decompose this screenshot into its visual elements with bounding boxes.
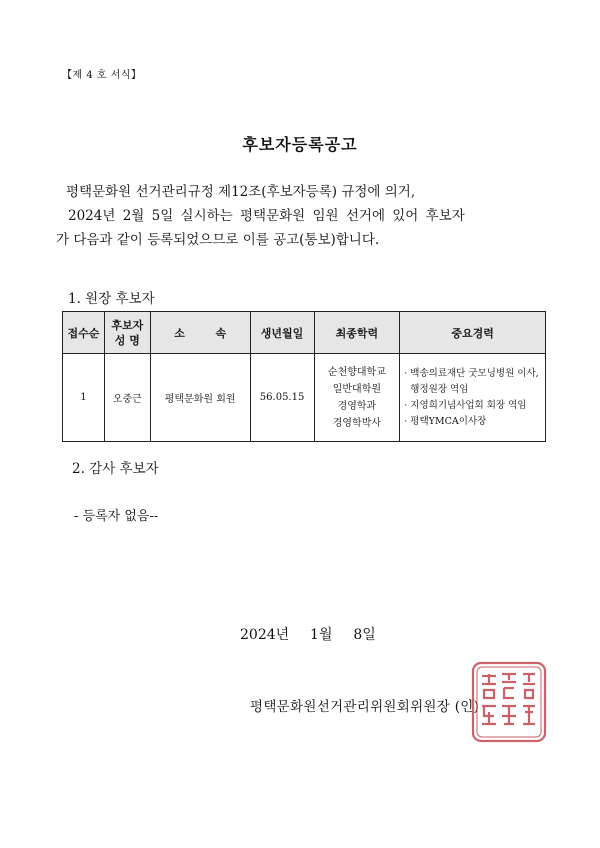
section-president-candidates: 1. 원장 후보자 [68, 291, 155, 307]
cell-affiliation: 평택문화원 회원 [150, 354, 250, 442]
announcement-date: 2024년 1월 8일 [240, 627, 376, 643]
cell-no: 1 [63, 354, 105, 442]
section-auditor-candidates: 2. 감사 후보자 [72, 461, 159, 477]
career-line: · 지영희기념사업회 회장 역임 [404, 399, 527, 411]
intro-line-3: 가 다음과 같이 등록되었으므로 이를 공고(통보)합니다. [56, 232, 380, 248]
education-line: 일반대학원 [332, 383, 382, 395]
header-name-line2: 성 명 [114, 333, 140, 347]
candidate-table [62, 311, 546, 442]
header-career: 중요경력 [400, 312, 546, 354]
career-line: · 백송의료재단 굿모닝병원 이사, [404, 367, 539, 379]
career-line: · 평택YMCA이사장 [404, 415, 487, 427]
intro-line-2: 2024년 2월 5일 실시하는 평택문화원 임원 선거에 있어 후보자 [68, 208, 465, 224]
form-number: 【제 4 호 서식】 [62, 70, 142, 81]
cell-birth: 56.05.15 [250, 354, 314, 442]
education-line: 경영학박사 [332, 417, 382, 429]
header-birth: 생년월일 [250, 312, 314, 354]
career-line: 행정원장 역임 [404, 383, 469, 395]
document-title: 후보자등록공고 [242, 135, 358, 154]
table-row [63, 354, 546, 442]
education-line: 경영학과 [337, 400, 377, 412]
signer-title: 평택문화원선거관리위원회위원장 (인) [250, 699, 480, 715]
cell-name: 오중근 [104, 354, 150, 442]
intro-paragraph [56, 180, 556, 252]
header-no: 접수순 [63, 312, 105, 354]
header-affiliation: 소 속 [150, 312, 250, 354]
education-line: 순천향대학교 [327, 366, 386, 378]
cell-education [314, 354, 400, 442]
official-seal-icon [470, 660, 548, 744]
header-education: 최종학력 [314, 312, 400, 354]
intro-line-1: 평택문화원 선거관리규정 제12조(후보자등록) 규정에 의거, [66, 184, 416, 200]
cell-career [400, 354, 546, 442]
no-registrant-note: - 등록자 없음-- [74, 509, 159, 524]
header-name-line1: 후보자 [111, 318, 144, 332]
header-name [104, 312, 150, 354]
table-header-row [63, 312, 546, 354]
